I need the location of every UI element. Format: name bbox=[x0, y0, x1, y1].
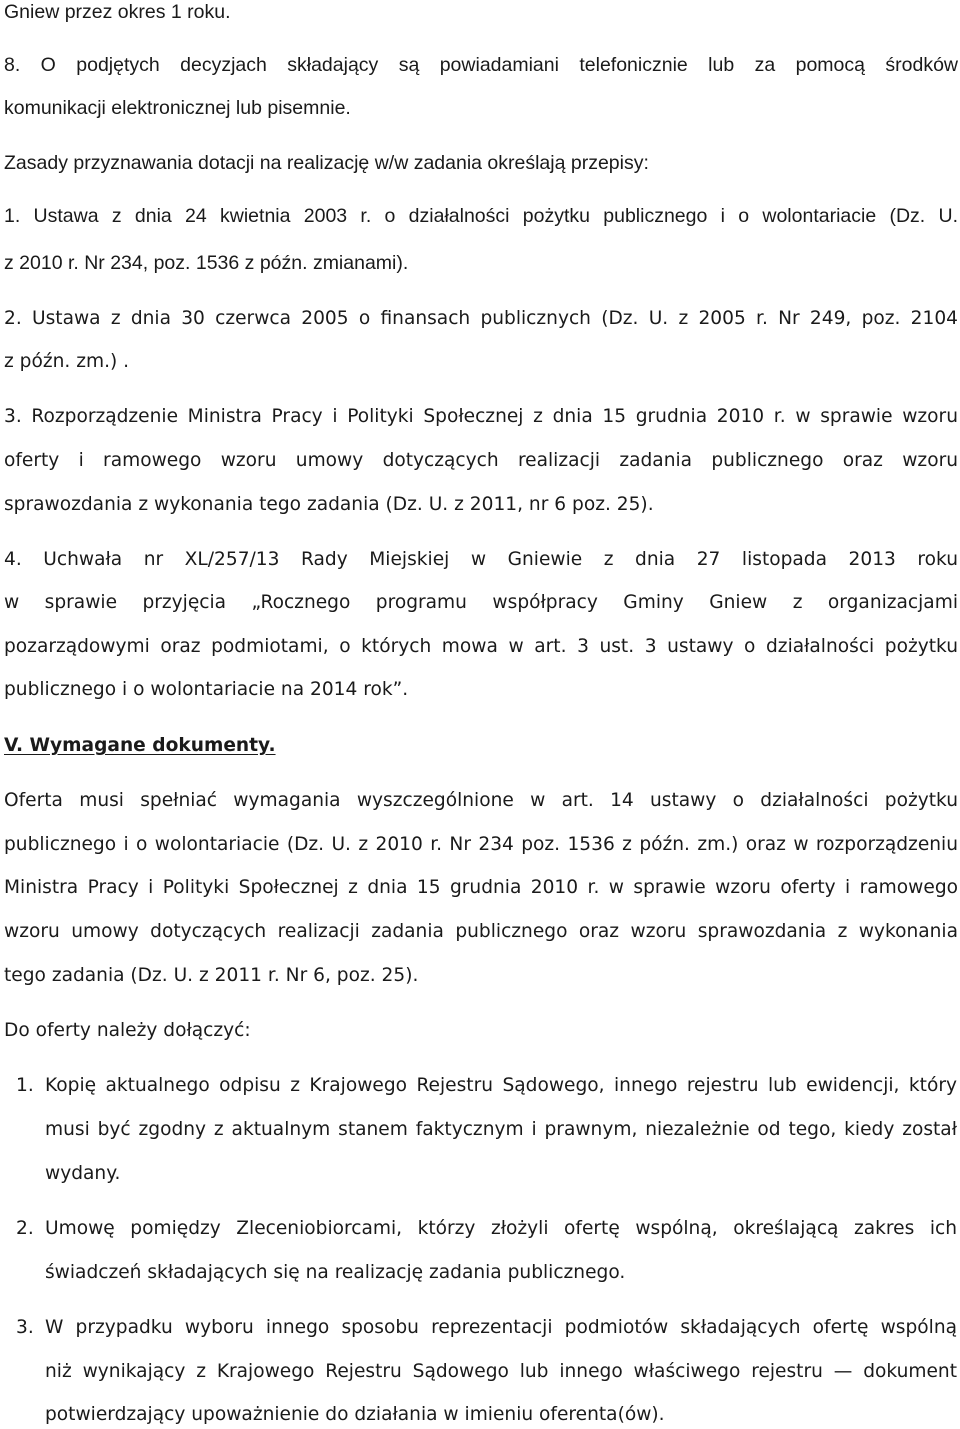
item-8-line-1: 8. O podjętych decyzjach składający są powiadamiani telefonicznie lub za pomocą środków bbox=[4, 54, 958, 76]
attachment-3-number: 3. bbox=[16, 1317, 34, 1338]
attachment-1-line-2: musi być zgodny z aktualnym stanem faktycznym i prawnym, niezależnie od tego, kiedy został bbox=[45, 1119, 957, 1140]
attachment-3-line-2: niż wynikający z Krajowego Rejestru Sądowego lub innego właściwego rejestru — dokument bbox=[45, 1361, 957, 1382]
law-1-line-2: z 2010 r. Nr 234, poz. 1536 z późn. zmianami). bbox=[4, 252, 409, 274]
attachment-1-line-3: wydany. bbox=[45, 1163, 121, 1184]
item-8-line-2: komunikacji elektronicznej lub pisemnie. bbox=[4, 97, 351, 119]
attachments-intro: Do oferty należy dołączyć: bbox=[4, 1020, 251, 1041]
law-2-line-1: 2. Ustawa z dnia 30 czerwca 2005 o finansach publicznych (Dz. U. z 2005 r. Nr 249, poz. 2104 bbox=[4, 308, 958, 329]
law-3-line-2: oferty i ramowego wzoru umowy dotyczących realizacji zadania publicznego oraz wzoru bbox=[4, 450, 958, 471]
law-1-line-1: 1. Ustawa z dnia 24 kwietnia 2003 r. o działalności pożytku publicznego i o wolontariacie (Dz. U. bbox=[4, 205, 958, 227]
attachment-1-line-1: Kopię aktualnego odpisu z Krajowego Rejestru Sądowego, innego rejestru lub ewidencji, który bbox=[45, 1075, 957, 1096]
section-v-heading: V. Wymagane dokumenty. bbox=[4, 735, 276, 756]
law-4-line-2: w sprawie przyjęcia „Rocznego programu współpracy Gminy Gniew z organizacjami bbox=[4, 592, 958, 613]
top-line: Gniew przez okres 1 roku. bbox=[4, 1, 231, 23]
attachment-2-line-2: świadczeń składających się na realizację zadania publicznego. bbox=[45, 1262, 626, 1283]
attachment-2-line-1: Umowę pomiędzy Zleceniobiorcami, którzy złożyli ofertę wspólną, określającą zakres ich bbox=[45, 1218, 957, 1239]
law-4-line-3: pozarządowymi oraz podmiotami, o których mowa w art. 3 ust. 3 ustawy o działalności pożytku bbox=[4, 636, 958, 657]
attachment-3-line-3: potwierdzający upoważnienie do działania w imieniu oferenta(ów). bbox=[45, 1404, 665, 1425]
attachment-3-line-1: W przypadku wyboru innego sposobu reprezentacji podmiotów składających ofertę wspólną bbox=[45, 1317, 957, 1338]
rules-heading: Zasady przyznawania dotacji na realizację w/w zadania określają przepisy: bbox=[4, 152, 649, 174]
law-2-line-2: z późn. zm.) . bbox=[4, 351, 130, 372]
law-3-line-1: 3. Rozporządzenie Ministra Pracy i Polityki Społecznej z dnia 15 grudnia 2010 r. w sprawie wzoru bbox=[4, 406, 958, 427]
law-3-line-3: sprawozdania z wykonania tego zadania (Dz. U. z 2011, nr 6 poz. 25). bbox=[4, 494, 654, 515]
attachment-2-number: 2. bbox=[16, 1218, 34, 1239]
offer-paragraph-line-2: publicznego i o wolontariacie (Dz. U. z 2010 r. Nr 234 poz. 1536 z późn. zm.) oraz w rozporządzeniu bbox=[4, 834, 958, 855]
offer-paragraph-line-1: Oferta musi spełniać wymagania wyszczególnione w art. 14 ustawy o działalności pożytku bbox=[4, 790, 958, 811]
law-4-line-4: publicznego i o wolontariacie na 2014 rok”. bbox=[4, 679, 409, 700]
offer-paragraph-line-5: tego zadania (Dz. U. z 2011 r. Nr 6, poz. 25). bbox=[4, 965, 419, 986]
law-4-line-1: 4. Uchwała nr XL/257/13 Rady Miejskiej w Gniewie z dnia 27 listopada 2013 roku bbox=[4, 549, 958, 570]
offer-paragraph-line-4: wzoru umowy dotyczących realizacji zadania publicznego oraz wzoru sprawozdania z wykonania bbox=[4, 921, 958, 942]
offer-paragraph-line-3: Ministra Pracy i Polityki Społecznej z dnia 15 grudnia 2010 r. w sprawie wzoru oferty i ramowego bbox=[4, 877, 958, 898]
attachment-1-number: 1. bbox=[16, 1075, 34, 1096]
